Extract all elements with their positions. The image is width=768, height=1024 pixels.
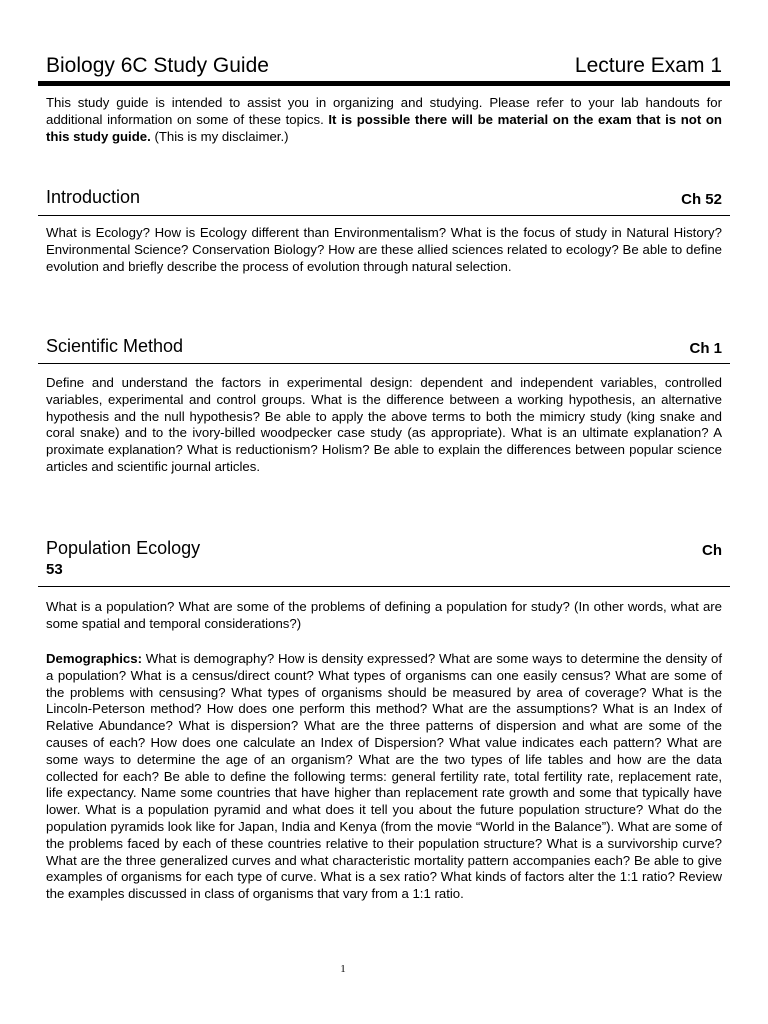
document-title: Biology 6C Study Guide — [46, 54, 269, 77]
section-title-introduction: Introduction — [46, 187, 141, 207]
demographics-label: Demographics: — [46, 651, 142, 666]
exam-label: Lecture Exam 1 — [574, 54, 722, 77]
document-header — [46, 46, 722, 78]
page-number: 1 — [340, 963, 346, 975]
section-scientific-method-header — [46, 333, 722, 357]
section-introduction-header — [46, 184, 722, 208]
header-rule — [38, 81, 730, 86]
intro-bold-text: It is possible there will be material on the exam that is not on this study guide. — [46, 111, 722, 144]
section-title-population-ecology: Population Ecology — [46, 538, 201, 558]
section-title-scientific-method: Scientific Method — [46, 336, 184, 356]
intro-text: This study guide is intended to assist you in organizing and studying. Please refer to your lab handouts for additional information on some of these topics. — [46, 95, 722, 127]
section-rule-introduction — [38, 215, 730, 216]
demographics-body: What is demography? How is density expressed? What are some ways to determine the density of a population? What is a census/direct count? What types of organisms can one easily census? What are some of the problems with censusing? What types of organisms should be measured by area of coverage? What is the Lincoln-Peterson method? How does one perform this method? What are the assumptions? What is an Index of Relative Abundance? What is dispersion? What are the three patterns of dispersion and what are some of the causes of each? How does one calculate an Index of Dispersion? What value indicates each pattern? What are some ways to determine the age of an organism? What are the two types of life tables and how are the data collected for each? Be able to define the following terms: general fertility rate, total fertility rate, replacement rate, life expectancy. Name some countries that have higher than replacement rate growth and some that typically have lower. What is a population pyramid and what does it tell you about the future population structure? What do the population pyramids look like for Japan, India and Kenya (from the movie “World in the Balance”). What are some of the problems faced by each of these countries relative to their population structure? What is a survivorship curve? What are the three generalized curves and what characteristic mortality pattern accompanies each? Be able to give examples of organisms for each type of curve. What is a sex ratio? What kinds of factors alter the 1:1 ratio? Review the examples discussed in class of organisms that vary from a 1:1 ratio. — [46, 651, 722, 902]
intro-disclaimer: (This is my disclaimer.) — [150, 128, 289, 144]
intro-paragraph — [46, 95, 722, 145]
section-body-population-ecology: What is a population? What are some of the problems of defining a population for study? (In other words, what are some spatial and temporal considerations?) — [46, 599, 722, 631]
chapter-population-ecology-number: 53 — [46, 561, 63, 578]
section-body-introduction: What is Ecology? How is Ecology different than Environmentalism? What is the focus of study in Natural History? Environmental Science? Conservation Biology? How are these allied sciences related to ecology? Be able to define evolution and briefly describe the process of evolution through natural selection. — [46, 225, 722, 274]
section-population-ecology-header — [46, 535, 722, 559]
section-rule-scientific-method — [38, 363, 730, 364]
chapter-scientific-method: Ch 1 — [689, 340, 722, 357]
chapter-population-ecology: Ch — [702, 542, 722, 559]
section-rule-population-ecology — [38, 586, 730, 587]
section-body-scientific-method: Define and understand the factors in experimental design: dependent and independent variables, controlled variables, experimental and control groups. What is the difference between a working hypothesis, an alternative hypothesis and the null hypothesis? Be able to apply the above terms to both the mimicry study (king snake and coral snake) and to the ivory-billed woodpecker case study (as appropriate). What is an ultimate explanation? A proximate explanation? What is reductionism? Holism? Be able to explain the differences between popular science articles and scientific journal articles. — [46, 375, 722, 474]
demographics-paragraph — [46, 651, 722, 903]
chapter-introduction: Ch 52 — [681, 191, 722, 208]
